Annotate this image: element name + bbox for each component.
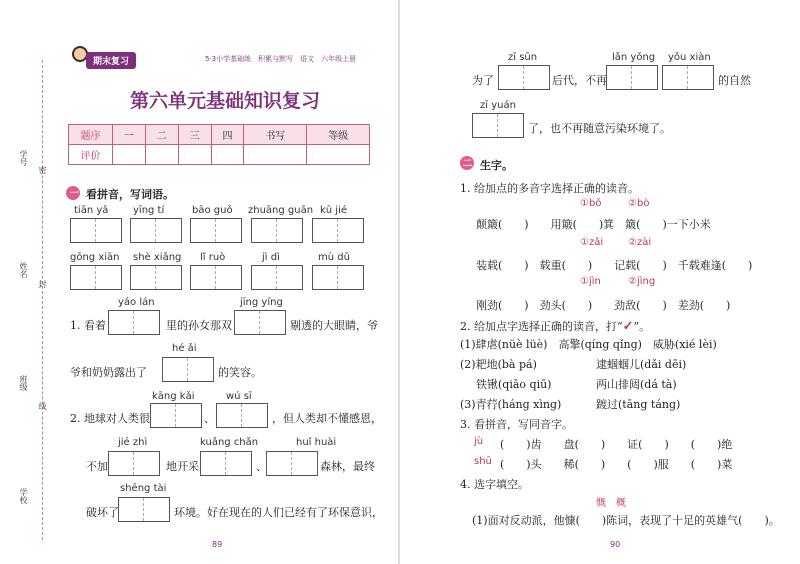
student-number-label: 学号 [19,150,28,166]
answer-grid[interactable] [130,218,182,243]
answer-grid[interactable] [200,451,252,476]
question-line: 装载( ) 载重( ) 记载( ) 千载难逢( ) [476,259,753,272]
question-text: 环境。好在现在的人们已经有了环保意识， [174,506,383,519]
question-line: (1)肆虐(nüè lüè) 高擎(qíng qǐng) 威胁(xié lèi) [460,338,717,351]
score-cell[interactable] [145,145,178,165]
question-text: 的自然 [718,74,751,87]
question-text: 不加 [86,460,108,473]
question-text: 里的孙女那双 [166,319,232,332]
pinyin-label: bāo guǒ [192,205,233,216]
name-label: 姓名 [19,262,28,278]
pinyin-label: lǎn yǒng [612,52,656,63]
question-text: 、 [204,412,215,425]
score-cell[interactable] [211,145,244,165]
question-line: (2)耙地(bà pá) [460,358,537,371]
question-line: ( )头 稀( ) ( )服 ( )菜 [500,458,733,471]
score-cell[interactable] [178,145,211,165]
check-mark-icon: ✓ [622,319,634,334]
question-text: 森林，最终 [320,460,375,473]
answer-grid[interactable] [108,310,160,335]
pinyin-label: zī sūn [508,52,538,63]
score-header-cell: 二 [145,125,178,145]
section-badge: 期末复习 [86,52,136,69]
pinyin-label: yīng tí [133,205,165,216]
pinyin-label: mù dǔ [318,252,350,263]
pinyin-label: yǒu xiàn [668,52,711,63]
option-label: ①jìn [580,276,601,287]
pinyin-label: kuǎng chǎn [200,437,259,448]
score-header-cell: 一 [113,125,146,145]
pinyin-label: gōng xiān [70,252,120,263]
question-line: 两山排闼(dá tà) [596,378,677,391]
question-text: 1. 看着 [70,319,106,332]
page-number: 90 [610,540,621,549]
left-page [0,0,398,564]
question-line: 踱过(tāng táng) [596,398,681,411]
pinyin-label: shè xiǎng [133,252,182,263]
question-text: 剔透的大眼睛，爷 [290,319,378,332]
pinyin-label: shēng tài [120,483,167,494]
answer-grid[interactable] [108,451,160,476]
question-text: 2. 地球对人类很 [70,412,150,425]
section-number: 二 [463,159,473,169]
answer-grid[interactable] [190,218,242,243]
section-title: 看拼音，写词语。 [86,188,174,201]
page-header: 5·3小学基础练 积累与默写 语文 六年级上册 [205,55,357,63]
score-cell[interactable] [307,145,370,165]
score-cell[interactable] [113,145,146,165]
pinyin-label: zhuāng guān [248,205,314,216]
pinyin-label: zī yuán [480,100,516,111]
option-label: ②jìng [628,276,656,287]
score-header-cell: 四 [211,125,244,145]
answer-grid[interactable] [162,357,214,382]
question-text: 为了 [472,74,494,87]
seal-line [42,60,43,540]
score-header-cell: 三 [178,125,211,145]
option-label: ②zài [628,237,652,248]
question-line: 铁锹(qiāo qiū) [476,378,552,391]
answer-grid[interactable] [234,310,286,335]
page-number: 89 [212,540,223,549]
answer-grid[interactable] [472,113,524,138]
question-text: 的笑容。 [218,366,262,379]
section-number: 一 [70,189,80,199]
answer-grid[interactable] [662,65,714,90]
question-text: 了，也不再随意污染环境了。 [528,122,671,135]
question-line: (1)面对反动派，他慷( )陈词，表现了十足的英雄气( )。 [472,514,780,527]
score-cell[interactable] [244,145,307,165]
score-row-label: 评价 [69,145,113,165]
question-title-text: 2. 给加点字选择正确的读音，打“ [460,320,623,333]
answer-grid[interactable] [216,403,268,428]
question-title: 3. 看拼音，写同音字。 [460,418,573,431]
question-title: 4. 选字填空。 [460,478,529,491]
question-line: ( )齿 盘( ) 证( ) ( )绝 [500,438,733,451]
question-text: 后代，不再 [552,74,607,87]
pinyin-label: jì dì [262,252,280,263]
question-line: (3)青荇(háng xìng) [460,398,562,411]
score-header-cell: 等级 [307,125,370,145]
seal-char-mi: 密 [38,166,47,174]
question-text: 地开采 [166,460,199,473]
question-text: 、 [256,460,267,473]
pinyin-label: hé ǎi [172,343,197,354]
pinyin-label: shū [474,456,492,467]
answer-grid[interactable] [251,218,303,243]
answer-grid[interactable] [606,65,658,90]
option-label: ①bǒ [580,198,602,209]
answer-grid[interactable] [150,403,202,428]
answer-grid[interactable] [190,265,242,290]
question-title: 1. 给加点的多音字选择正确的读音。 [460,182,639,195]
pinyin-label: jié zhì [118,437,148,448]
question-line: 刚劲( ) 劲头( ) 劲敌( ) 差劲( ) [476,299,731,312]
answer-grid[interactable] [70,265,122,290]
pinyin-label: tiān yǎ [74,205,109,216]
answer-grid[interactable] [251,265,303,290]
binding-margin [4,0,50,564]
school-label: 学校 [19,488,28,504]
option-label: ②bò [628,198,650,209]
question-title [460,318,650,334]
page-title: 第六单元基础知识复习 [130,90,321,112]
question-line: 逮蝈蝈儿(dǎi dēi) [596,358,687,371]
score-table [68,124,370,165]
score-header-cell: 题序 [69,125,113,145]
seal-char-xian: 线 [38,402,47,410]
answer-grid[interactable] [130,265,182,290]
pinyin-label: huǐ huài [296,437,337,448]
answer-grid[interactable] [312,218,364,243]
section-title: 生字。 [480,159,513,172]
pinyin-label: wú sī [226,391,252,402]
char-options: 慨 概 [596,498,626,509]
question-text: ，但人类却不懂感恩， [272,412,382,425]
pinyin-label: kū jié [320,205,348,216]
seal-char-feng: 封 [38,280,47,288]
pinyin-label: jù [474,436,484,447]
answer-grid[interactable] [118,497,170,522]
score-header-cell: 书写 [244,125,307,145]
question-text: 破坏了 [86,506,119,519]
answer-grid[interactable] [70,218,122,243]
pinyin-label: kāng kǎi [152,391,195,402]
pinyin-label: lǐ ruò [200,252,226,263]
class-label: 班级 [19,375,28,391]
answer-grid[interactable] [312,265,364,290]
answer-grid[interactable] [266,451,318,476]
pinyin-label: yáo lán [118,297,155,308]
right-page [400,0,800,564]
question-text: 爷和奶奶露出了 [70,366,147,379]
answer-grid[interactable] [498,65,550,90]
question-line: 颠簸( ) 用簸( )箕 簸( )一下小米 [476,218,711,231]
pinyin-label: jīng yíng [240,297,283,308]
option-label: ①zǎi [580,237,604,248]
question-title-end: ”。 [633,320,651,333]
